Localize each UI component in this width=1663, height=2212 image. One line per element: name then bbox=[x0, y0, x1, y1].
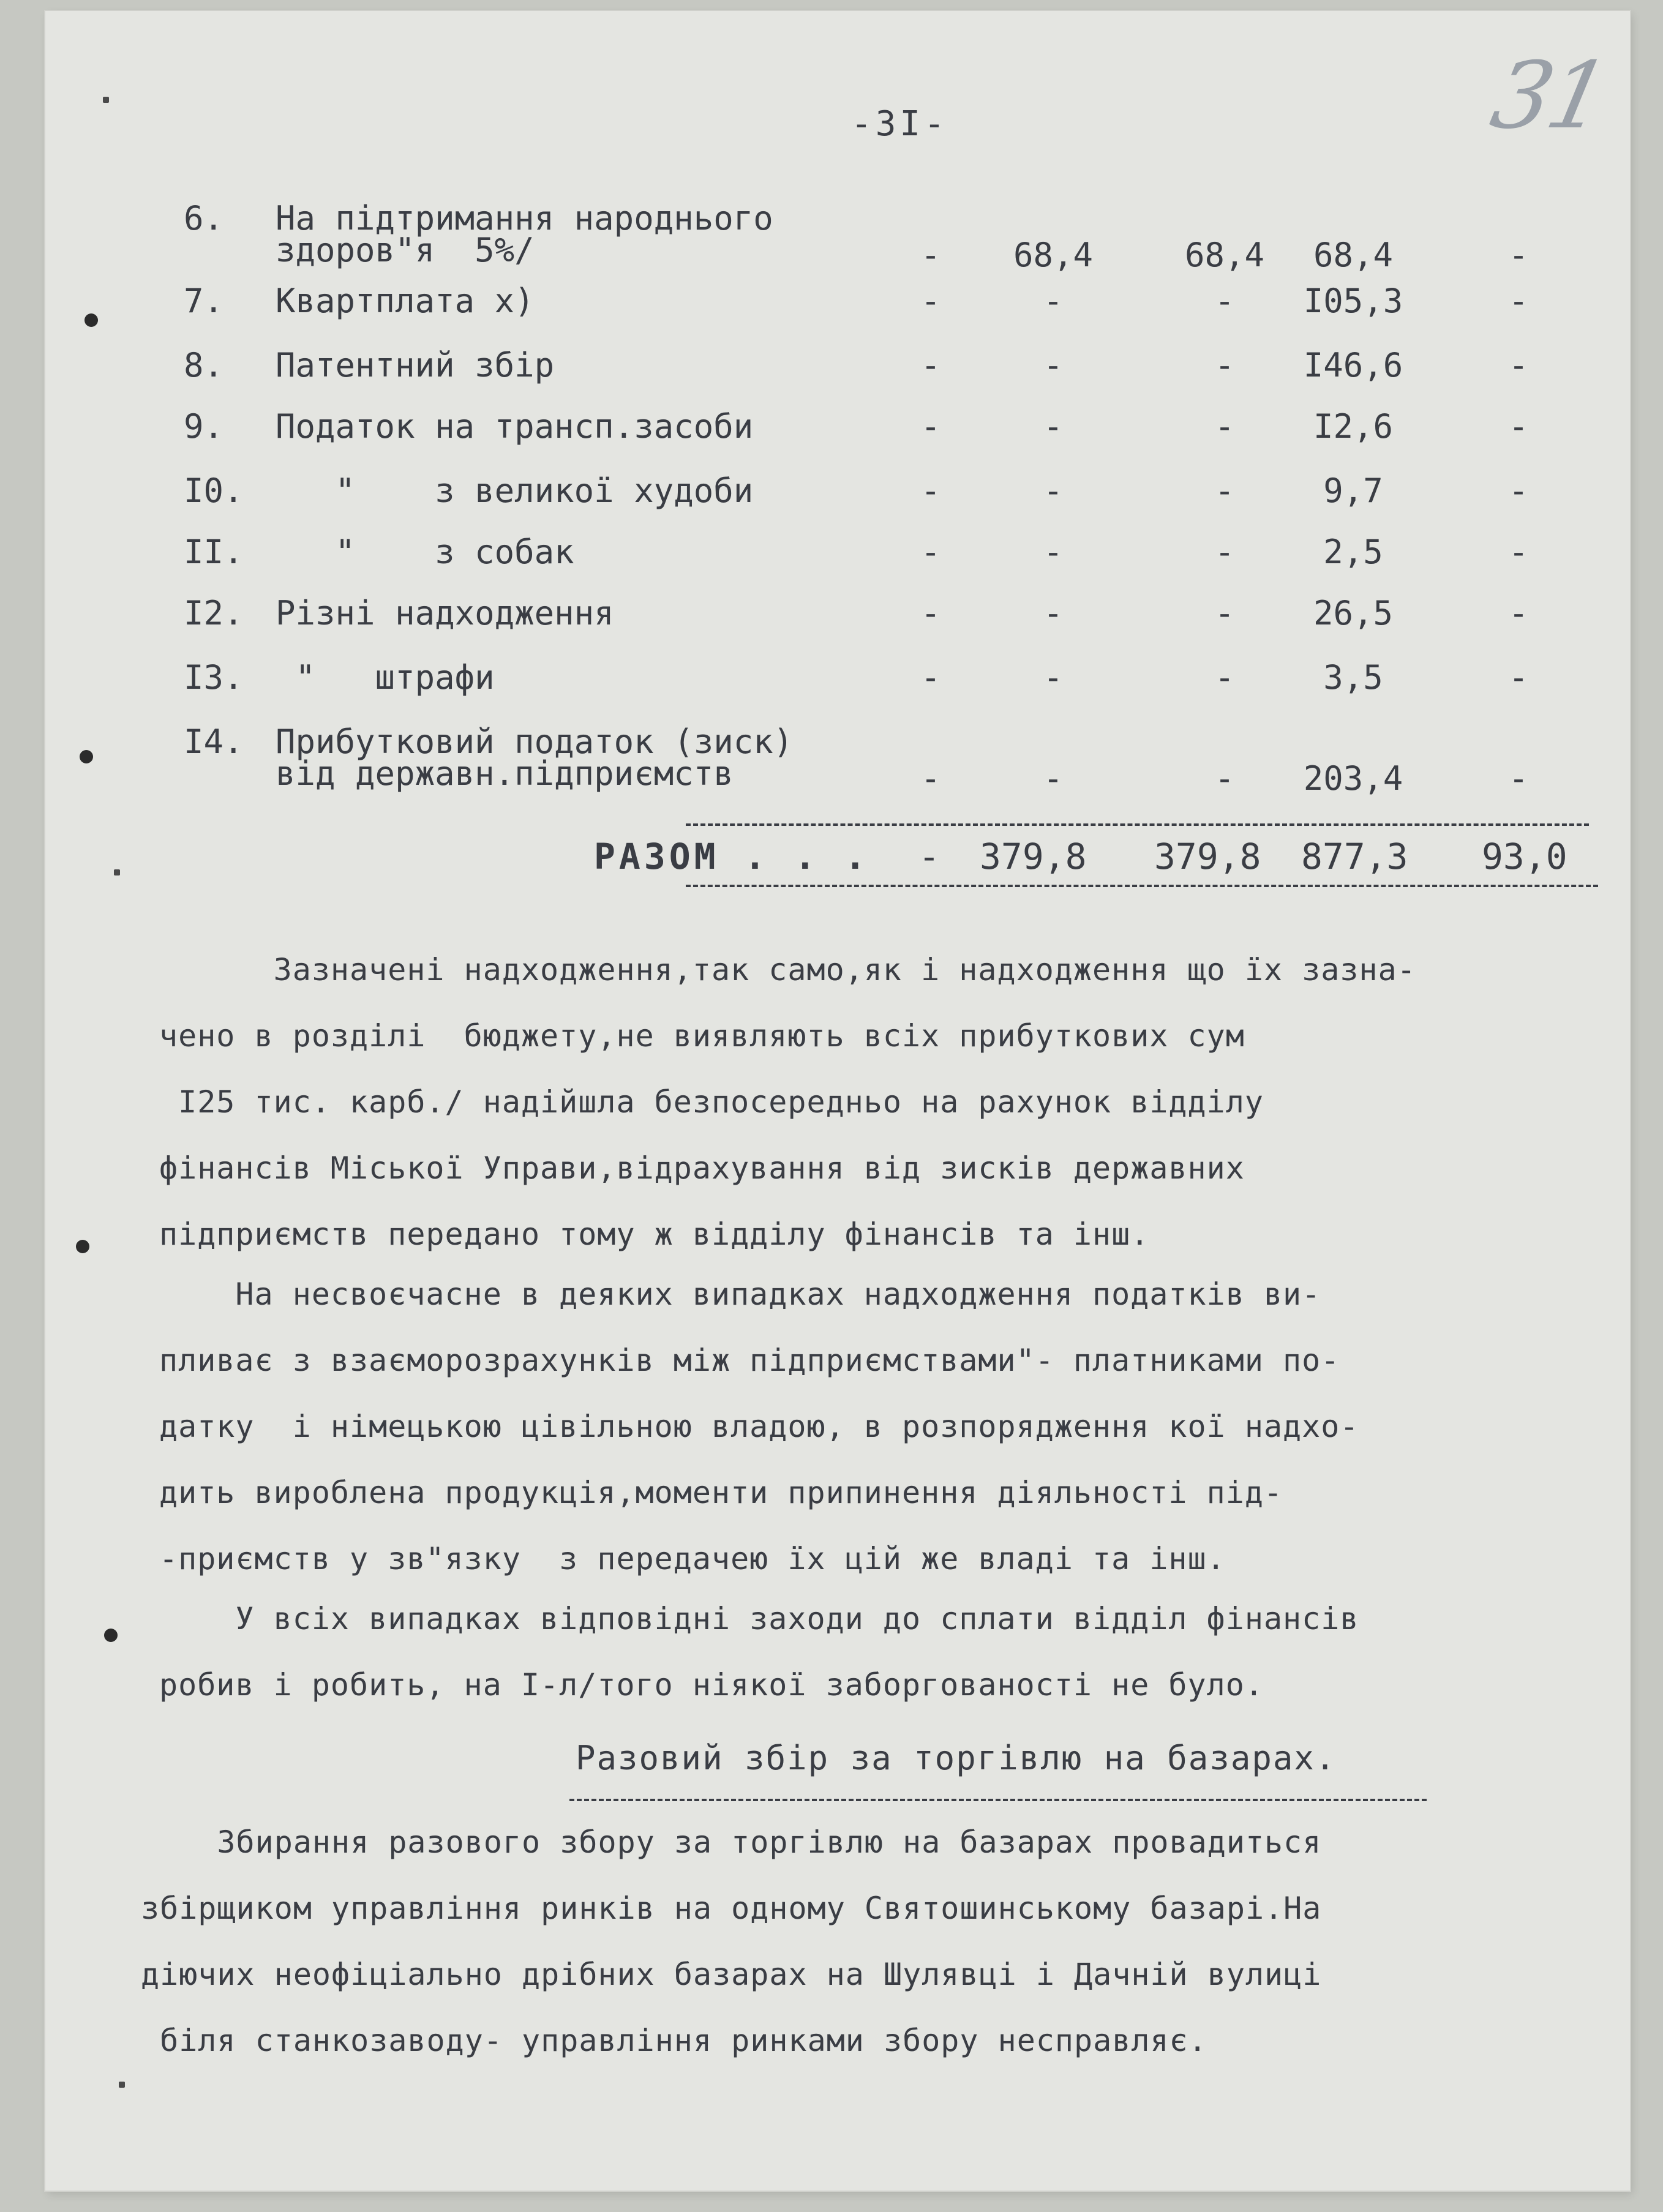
table-cell: - bbox=[1508, 533, 1529, 571]
table-cell: - bbox=[920, 346, 941, 384]
text-line: Збирання разового збору за торгівлю на базарах провадиться bbox=[141, 1824, 1322, 1860]
row-label: " з великої худоби bbox=[276, 471, 754, 510]
table-row bbox=[0, 471, 1663, 527]
table-row bbox=[0, 407, 1663, 462]
row-number: 9. bbox=[184, 407, 224, 446]
table-cell: 68,4 bbox=[1013, 236, 1094, 274]
text-line: діючих неофіціально дрібних базарах на Шулявці і Дачній вулиці bbox=[141, 1957, 1322, 1992]
text-line: робив і робить, на I-л/того ніякої заборгованості не було. bbox=[159, 1667, 1264, 1703]
text-line: чено в розділі бюджету,не виявляють всіх прибуткових сум bbox=[159, 1018, 1245, 1054]
table-cell: - bbox=[920, 407, 941, 446]
row-label: Податок на трансп.засоби bbox=[276, 407, 754, 446]
table-cell: - bbox=[920, 471, 941, 510]
table-cell: 9,7 bbox=[1323, 471, 1383, 510]
table-cell: 3,5 bbox=[1323, 658, 1383, 697]
table-cell: - bbox=[1214, 407, 1235, 446]
table-cell: - bbox=[1508, 594, 1529, 632]
table-cell: - bbox=[1214, 759, 1235, 798]
row-number: I2. bbox=[184, 594, 244, 632]
row-label: Патентний збір bbox=[276, 346, 555, 384]
row-label: " з собак bbox=[276, 533, 574, 571]
table-cell: 68,4 bbox=[1184, 236, 1265, 274]
row-number: I3. bbox=[184, 658, 244, 697]
table-row bbox=[0, 533, 1663, 588]
table-cell: - bbox=[1043, 594, 1064, 632]
table-cell: - bbox=[1043, 346, 1064, 384]
table-row bbox=[0, 722, 1663, 798]
table-cell: - bbox=[1214, 594, 1235, 632]
margin-mark bbox=[114, 869, 120, 875]
table-row bbox=[0, 658, 1663, 713]
total-cell: 93,0 bbox=[1482, 836, 1567, 877]
text-line: I25 тис. карб./ надійшла безпосередньо на рахунок відділу bbox=[159, 1084, 1264, 1120]
table-cell: - bbox=[1508, 407, 1529, 446]
total-cell: 877,3 bbox=[1301, 836, 1408, 877]
text-line: підприємств передано тому ж відділу фінансів та інш. bbox=[159, 1217, 1150, 1252]
table-cell: - bbox=[1214, 282, 1235, 320]
row-label: На підтримання народнього bbox=[276, 199, 773, 238]
table-cell: - bbox=[1043, 471, 1064, 510]
table-cell: - bbox=[1043, 407, 1064, 446]
table-row bbox=[0, 282, 1663, 337]
row-label: Квартплата x) bbox=[276, 282, 535, 320]
text-line: дить вироблена продукція,моменти припинення діяльності під- bbox=[159, 1475, 1283, 1510]
text-line: збірщиком управління ринків на одному Святошинському базарі.На bbox=[141, 1891, 1322, 1926]
table-cell: - bbox=[1043, 533, 1064, 571]
row-label: " штрафи bbox=[276, 658, 495, 697]
row-number: I4. bbox=[184, 722, 244, 761]
total-rule-bottom bbox=[686, 885, 1598, 887]
text-line: датку і німецькою цівільною владою, в розпорядження кої надхо- bbox=[159, 1409, 1359, 1444]
row-label: Різні надходження bbox=[276, 594, 614, 632]
table-cell: - bbox=[1214, 533, 1235, 571]
section-heading: Разовий збір за торгівлю на базарах. bbox=[576, 1739, 1337, 1777]
table-cell: I2,6 bbox=[1313, 407, 1394, 446]
table-cell: - bbox=[1508, 759, 1529, 798]
total-cell: 379,8 bbox=[980, 836, 1087, 877]
table-cell: - bbox=[1214, 346, 1235, 384]
table-cell: - bbox=[1043, 759, 1064, 798]
row-number: 7. bbox=[184, 282, 224, 320]
text-line: пливає з взаєморозрахунків між підприємствами"- платниками по- bbox=[159, 1343, 1340, 1378]
table-cell: - bbox=[1508, 658, 1529, 697]
table-cell: - bbox=[1508, 471, 1529, 510]
text-line: фінансів Міської Управи,відрахування від зисків державних bbox=[159, 1150, 1245, 1186]
table-cell: - bbox=[920, 236, 941, 274]
margin-mark bbox=[119, 2082, 125, 2088]
row-number: I0. bbox=[184, 471, 244, 510]
table-cell: 2,5 bbox=[1323, 533, 1383, 571]
table-cell: - bbox=[1043, 658, 1064, 697]
table-row bbox=[0, 346, 1663, 401]
handwritten-folio-number: 31 bbox=[1482, 43, 1615, 149]
table-cell: 203,4 bbox=[1303, 759, 1403, 798]
table-cell: - bbox=[920, 533, 941, 571]
text-line: біля станкозаводу- управління ринками збору несправляє. bbox=[141, 2023, 1207, 2058]
page-number: -3I- bbox=[851, 104, 948, 144]
table-cell: - bbox=[920, 658, 941, 697]
row-label-continued: здоров"я 5%/ bbox=[276, 231, 535, 269]
text-line: Зазначені надходження,так само,як і надходження що їх зазна- bbox=[159, 952, 1416, 988]
total-label: РАЗОМ . . . bbox=[594, 836, 870, 877]
text-line: На несвоєчасне в деяких випадках надходження податків ви- bbox=[159, 1277, 1321, 1312]
table-cell: 26,5 bbox=[1313, 594, 1394, 632]
table-cell: I05,3 bbox=[1303, 282, 1403, 320]
binding-hole bbox=[76, 1240, 89, 1253]
table-cell: - bbox=[920, 594, 941, 632]
table-cell: - bbox=[1508, 282, 1529, 320]
heading-underline bbox=[569, 1799, 1427, 1801]
table-cell: - bbox=[1508, 236, 1529, 274]
table-cell: - bbox=[1214, 471, 1235, 510]
table-cell: 68,4 bbox=[1313, 236, 1394, 274]
text-line: У всіх випадках відповідні заходи до сплати відділ фінансів bbox=[159, 1601, 1359, 1637]
total-cell: 379,8 bbox=[1154, 836, 1261, 877]
table-cell: - bbox=[1508, 346, 1529, 384]
table-cell: - bbox=[920, 759, 941, 798]
table-cell: - bbox=[1043, 282, 1064, 320]
table-cell: I46,6 bbox=[1303, 346, 1403, 384]
table-row bbox=[0, 199, 1663, 274]
text-line: -приємств у зв"язку з передачею їх цій же владі та інш. bbox=[159, 1541, 1226, 1577]
row-label-continued: від державн.підприємств bbox=[276, 754, 734, 793]
row-label: Прибутковий податок (зиск) bbox=[276, 722, 794, 761]
table-row bbox=[0, 594, 1663, 649]
total-rule-top bbox=[686, 823, 1589, 826]
table-cell: - bbox=[920, 282, 941, 320]
binding-hole bbox=[104, 1629, 118, 1642]
row-number: 6. bbox=[184, 199, 224, 238]
margin-mark bbox=[103, 97, 109, 103]
row-number: II. bbox=[184, 533, 244, 571]
table-cell: - bbox=[1214, 658, 1235, 697]
row-number: 8. bbox=[184, 346, 224, 384]
total-cell: - bbox=[918, 836, 940, 877]
